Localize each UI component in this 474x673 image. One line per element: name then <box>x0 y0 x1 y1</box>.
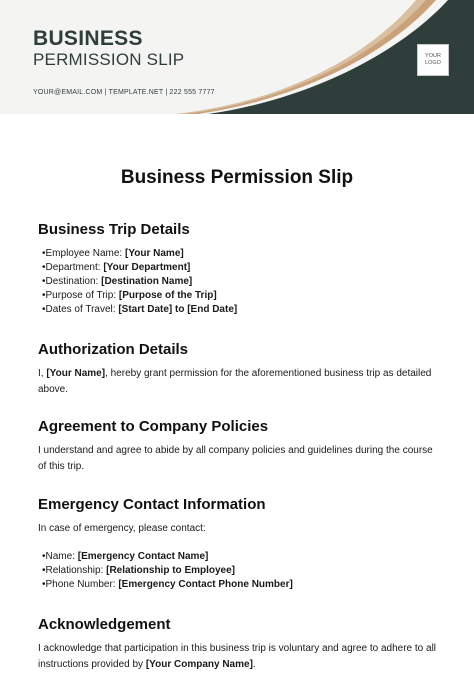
text-body: , hereby grant permission for the aforementioned business trip as detailed above. <box>38 368 432 395</box>
item-label: Dates of Travel: <box>45 304 119 315</box>
item-value: [Your Name] <box>125 248 184 259</box>
logo-text-1: YOUR <box>425 53 441 59</box>
text-body: I acknowledge that participation in this business trip is voluntary and agree to adhere to all instructions provided by <box>38 643 437 670</box>
list-item: •Phone Number: [Emergency Contact Phone Number] <box>42 579 293 590</box>
item-value: [Destination Name] <box>101 276 193 287</box>
agreement-paragraph: I understand and agree to abide by all company policies and guidelines during the course of this trip. <box>38 445 433 472</box>
logo-text-2: LOGO <box>425 60 441 66</box>
section-heading-agreement: Agreement to Company Policies <box>38 418 269 435</box>
text-suffix: . <box>252 659 256 670</box>
document-title: Business Permission Slip <box>120 167 354 188</box>
list-item: •Purpose of Trip: [Purpose of the Trip] <box>42 290 217 301</box>
item-label: Employee Name: <box>45 248 125 259</box>
brand-title: BUSINESS <box>33 27 143 50</box>
section-heading-acknowledgement: Acknowledgement <box>38 616 171 633</box>
header-banner <box>0 0 474 114</box>
contact-line: YOUR@EMAIL.COM | TEMPLATE.NET | 222 555 7777 <box>33 89 215 96</box>
item-value: [Purpose of the Trip] <box>118 290 217 301</box>
text-prefix: I, <box>38 368 47 379</box>
item-label: Destination: <box>45 276 102 287</box>
authorization-paragraph <box>38 366 438 398</box>
section-heading-trip: Business Trip Details <box>38 221 190 238</box>
item-value: [Start Date] to [End Date] <box>118 304 238 315</box>
list-item: •Department: [Your Department] <box>42 262 191 273</box>
item-value: [Relationship to Employee] <box>106 565 236 576</box>
item-label: Department: <box>45 262 104 273</box>
item-value: [Your Department] <box>103 262 191 273</box>
list-item: •Dates of Travel: [Start Date] to [End Date] <box>42 304 238 315</box>
item-value: [Emergency Contact Name] <box>77 551 209 562</box>
item-label: Relationship: <box>45 565 107 576</box>
list-item: •Name: [Emergency Contact Name] <box>42 551 209 562</box>
list-item: •Relationship: [Relationship to Employee] <box>42 565 236 576</box>
item-label: Purpose of Trip: <box>45 290 119 301</box>
brand-subtitle: PERMISSION SLIP <box>33 50 185 69</box>
list-item: •Employee Name: [Your Name] <box>42 248 184 259</box>
company-placeholder: [Your Company Name] <box>145 659 253 670</box>
emergency-intro: In case of emergency, please contact: <box>38 523 206 534</box>
logo-placeholder <box>417 44 449 76</box>
section-heading-authorization: Authorization Details <box>38 341 189 358</box>
item-label: Name: <box>45 551 78 562</box>
item-label: Phone Number: <box>45 579 119 590</box>
item-value: [Emergency Contact Phone Number] <box>118 579 293 590</box>
list-item: •Destination: [Destination Name] <box>42 276 193 287</box>
acknowledgement-paragraph <box>38 641 448 673</box>
section-heading-emergency: Emergency Contact Information <box>38 496 266 513</box>
name-placeholder: [Your Name] <box>46 368 106 379</box>
